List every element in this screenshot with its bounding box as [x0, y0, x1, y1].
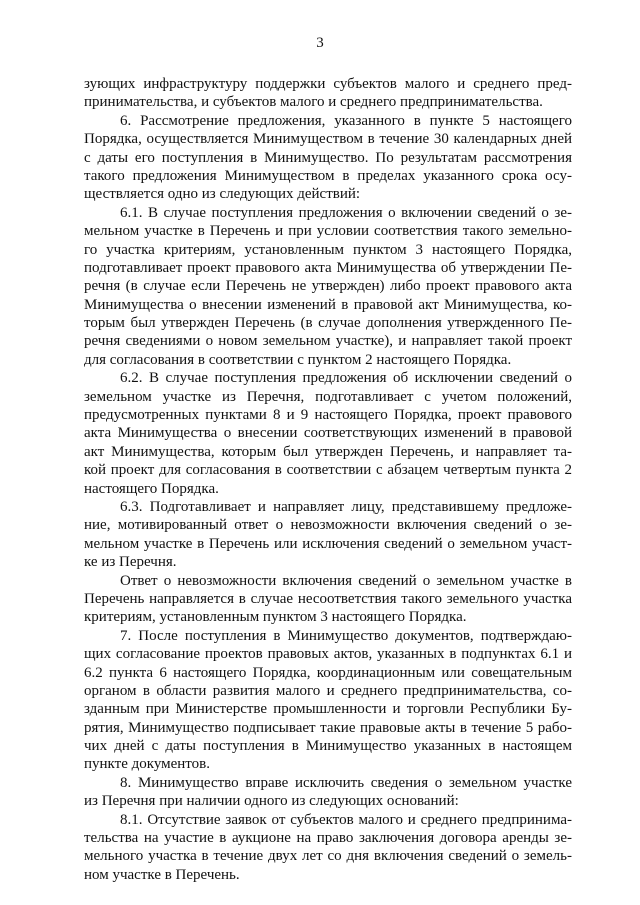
text-line: Порядка, осуществляется Минимуществом в течение 30 календарных дней: [84, 131, 572, 148]
text-line: такого предложения Минимуществом в пределах указанного срока осу-: [84, 167, 572, 184]
text-line: акта Минимущества о внесении соответствующих изменений в правовой: [84, 425, 572, 442]
text-line: Ответ о невозможности включения сведений о земельном участке в: [120, 572, 572, 589]
text-line: Перечень направляется в случае несоответствия такого земельного участка: [84, 590, 572, 607]
text-line: 6.3. Подготавливает и направляет лицу, представившему предложе-: [120, 498, 572, 515]
text-line: 8. Минимущество вправе исключить сведения о земельном участке: [120, 774, 572, 791]
text-line: мельном участке в Перечень и при условии соответствия такого земельно-: [84, 223, 572, 240]
text-line: го участка критериям, установленным пунктом 3 настоящего Порядка,: [84, 241, 572, 258]
text-line: 6.1. В случае поступления предложения о включении сведений о зе-: [120, 204, 572, 221]
text-line: из Перечня при наличии одного из следующих оснований:: [84, 793, 459, 810]
text-line: кой проект для согласования в соответствии с абзацем четвертым пункта 2: [84, 462, 572, 479]
text-line: для согласования в соответствии с пунктом 2 настоящего Порядка.: [84, 351, 512, 368]
text-line: зданным при Министерстве промышленности и торговли Республики Бу-: [84, 701, 572, 718]
text-line: мельного участка в течение двух лет со дня включения сведений о земель-: [84, 848, 572, 865]
text-line: 6.2 пункта 6 настоящего Порядка, координационным или совещательным: [84, 664, 572, 681]
text-line: речня (в случае если Перечень не утвержден) либо проект правового акта: [84, 278, 572, 295]
text-line: принимательства, и субъектов малого и среднего предпринимательства.: [84, 94, 543, 111]
text-line: предусмотренных пунктами 8 и 9 настоящего Порядка, проект правового: [84, 407, 572, 424]
text-line: 6.2. В случае поступления предложения об исключении сведений о: [120, 370, 572, 387]
text-line: настоящего Порядка.: [84, 480, 219, 497]
text-line: ном участке в Перечень.: [84, 866, 240, 883]
text-line: рятия, Минимущество подписывает такие правовые акты в течение 5 рабо-: [84, 719, 572, 736]
text-line: земельном участке из Перечня, подготавливает с учетом положений,: [84, 388, 572, 405]
text-line: мельном участке в Перечень или исключения сведений о земельном участ-: [84, 535, 572, 552]
text-line: критериям, установленным пунктом 3 настоящего Порядка.: [84, 609, 467, 626]
document-body: [84, 75, 572, 884]
text-line: тельства на участие в аукционе на право заключения договора аренды зе-: [84, 830, 572, 847]
text-line: ние, мотивированный ответ о невозможности включения сведений о зе-: [84, 517, 572, 534]
text-line: ке из Перечня.: [84, 554, 177, 571]
page-number: 3: [316, 35, 324, 51]
text-line: Минимущества о внесении изменений в правовой акт Минимущества, ко-: [84, 296, 572, 313]
text-line: чих дней с даты поступления в Минимущество указанных в настоящем: [84, 738, 572, 755]
text-line: речня сведениями о новом земельном участке), и направляет такой проект: [84, 333, 572, 350]
text-line: торым был утвержден Перечень (в случае дополнения утвержденного Пе-: [84, 315, 572, 332]
text-line: ществляется одно из следующих действий:: [84, 186, 361, 203]
text-line: 8.1. Отсутствие заявок от субъектов малого и среднего предпринима-: [120, 811, 572, 828]
text-line: 7. После поступления в Минимущество документов, подтверждаю-: [120, 627, 572, 644]
text-line: зующих инфраструктуру поддержки субъектов малого и среднего пред-: [84, 76, 572, 92]
text-line: 6. Рассмотрение предложения, указанного в пункте 5 настоящего: [120, 112, 572, 129]
text-line: пункте документов.: [84, 756, 210, 773]
text-line: акт Минимущества, которым был утвержден Перечень, и направляет та-: [84, 443, 572, 460]
text-line: органом в области развития малого и среднего предпринимательства, со-: [84, 682, 572, 699]
text-line: щих согласование проектов правовых актов, указанных в подпунктах 6.1 и: [84, 646, 572, 663]
text-line: подготавливает проект правового акта Минимущества об утверждении Пе-: [84, 259, 572, 276]
text-line: с даты его поступления в Минимущество. По результатам рассмотрения: [84, 149, 572, 166]
